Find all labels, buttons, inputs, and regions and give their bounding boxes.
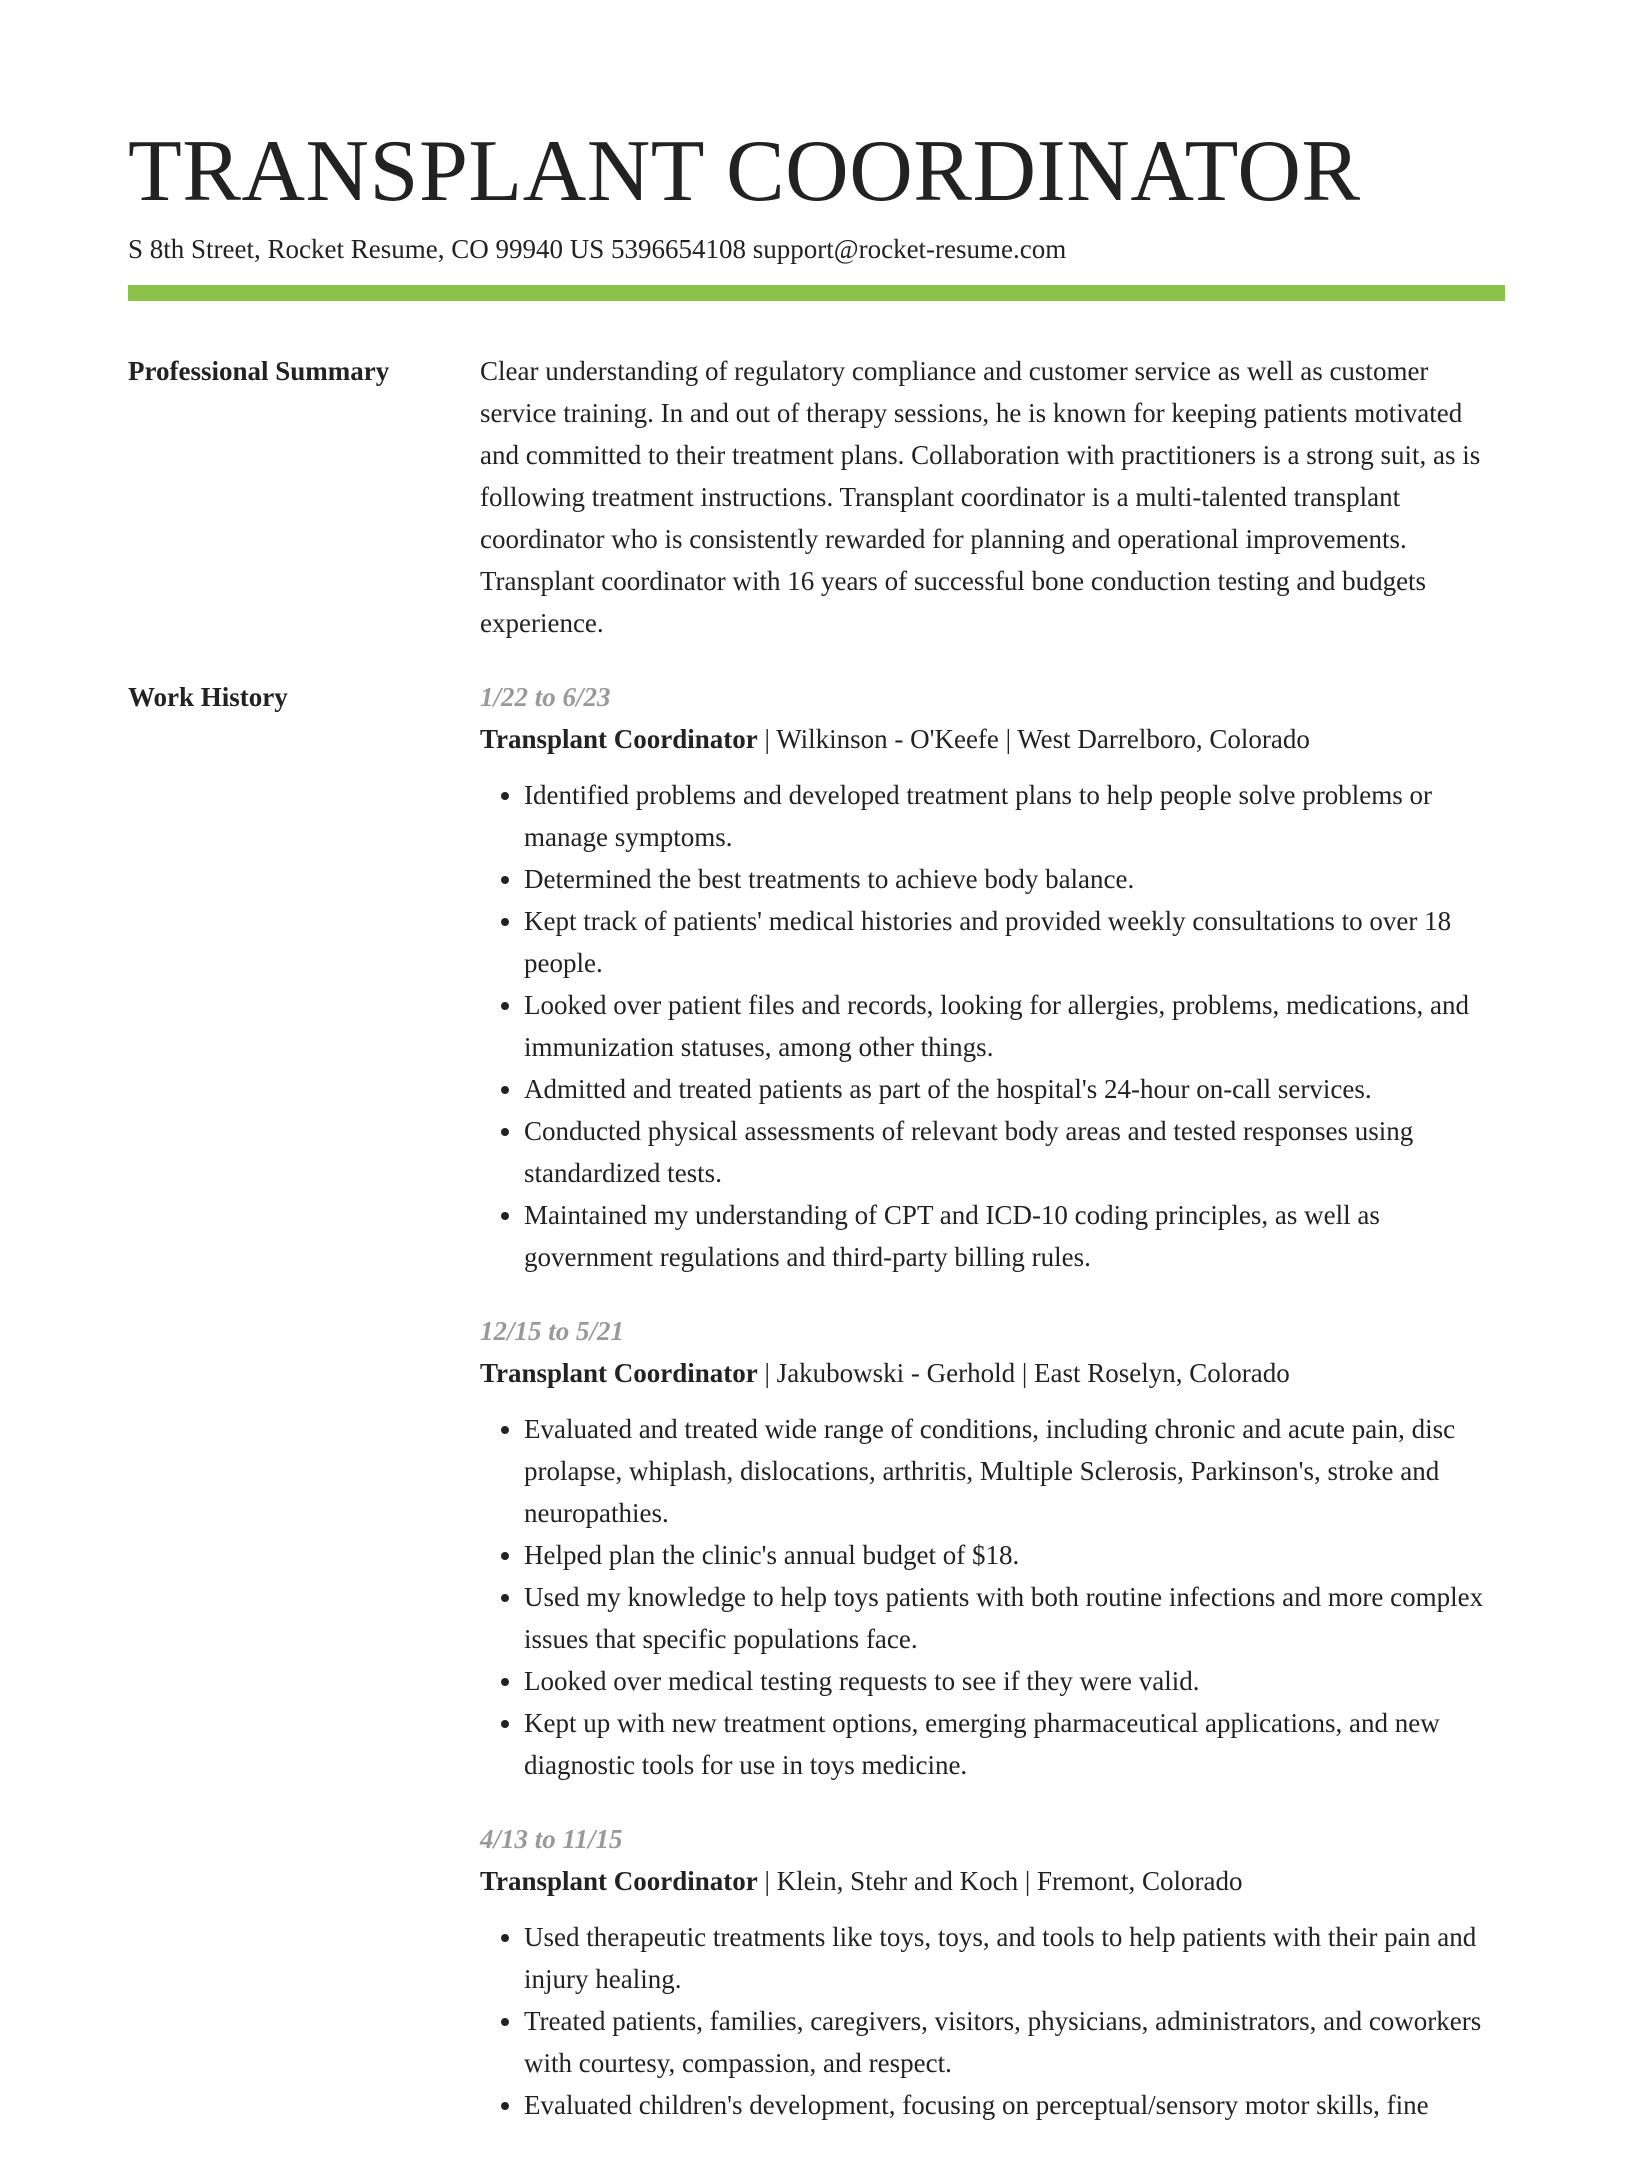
contact-info: S 8th Street, Rocket Resume, CO 99940 US 5396654108 support@rocket-resume.com [128, 234, 1067, 264]
job-bullet: • Used therapeutic treatments like toys, toys, and tools to help patients with their pain and injury healing. [524, 1916, 1505, 2000]
job-entry [480, 676, 1505, 1278]
job-bullet: • Admitted and treated patients as part of the hospital's 24-hour on-call services. [524, 1068, 1505, 1110]
job-dates: 4/13 to 11/15 [480, 1824, 623, 1854]
resume-name: TRANSPLANT COORDINATOR [128, 123, 1361, 220]
job-bullets [480, 774, 1505, 1278]
job-dates: 1/22 to 6/23 [480, 682, 611, 712]
job-title: Transplant Coordinator [480, 1358, 758, 1388]
job-details: | Klein, Stehr and Koch | Fremont, Colorado [757, 1866, 1243, 1896]
work-history-heading: Work History [128, 682, 288, 712]
job-entry [480, 1310, 1505, 1786]
summary-body [480, 350, 1505, 644]
job-bullet: • Used my knowledge to help toys patients with both routine infections and more complex issues that specific populations face. [524, 1576, 1505, 1660]
job-entry [480, 1818, 1505, 2126]
job-bullets [480, 1408, 1505, 1786]
job-details: | Wilkinson - O'Keefe | West Darrelboro, Colorado [757, 724, 1310, 754]
job-bullet: • Evaluated and treated wide range of conditions, including chronic and acute pain, disc prolapse, whiplash, dislocations, arthritis, Multiple Sclerosis, Parkinson's, stroke and neuropathies. [524, 1408, 1505, 1534]
summary-text: Clear understanding of regulatory compliance and customer service as well as customer service training. In and out of therapy sessions, he is known for keeping patients motivated and committed to their treatment plans. Collaboration with practitioners is a strong suit, as is following treatment instructions. Transplant coordinator is a multi-talented transplant coordinator who is consistently rewarded for planning and operational improvements. Transplant coordinator with 16 years of successful bone conduction testing and budgets experience. [480, 356, 1481, 638]
header-divider [128, 285, 1505, 301]
job-title: Transplant Coordinator [480, 724, 758, 754]
job-bullet: • Looked over patient files and records, looking for allergies, problems, medications, and immunization statuses, among other things. [524, 984, 1505, 1068]
work-history-body [480, 676, 1505, 2158]
job-bullet: • Treated patients, families, caregivers, visitors, physicians, administrators, and coworkers with courtesy, compassion, and respect. [524, 2000, 1505, 2084]
job-dates: 12/15 to 5/21 [480, 1316, 625, 1346]
job-bullet: • Kept up with new treatment options, emerging pharmaceutical applications, and new diagnostic tools for use in toys medicine. [524, 1702, 1505, 1786]
job-bullet: • Looked over medical testing requests to see if they were valid. [524, 1660, 1505, 1702]
job-title: Transplant Coordinator [480, 1866, 758, 1896]
job-heading [480, 718, 1505, 760]
job-bullet: • Determined the best treatments to achieve body balance. [524, 858, 1505, 900]
job-bullet: • Helped plan the clinic's annual budget of $18. [524, 1534, 1505, 1576]
job-bullet: • Maintained my understanding of CPT and ICD-10 coding principles, as well as government regulations and third-party billing rules. [524, 1194, 1505, 1278]
job-heading [480, 1352, 1505, 1394]
job-bullet: • Conducted physical assessments of relevant body areas and tested responses using standardized tests. [524, 1110, 1505, 1194]
job-bullet: • Identified problems and developed treatment plans to help people solve problems or manage symptoms. [524, 774, 1505, 858]
job-bullet: • Kept track of patients' medical histories and provided weekly consultations to over 18 people. [524, 900, 1505, 984]
job-bullets [480, 1916, 1505, 2126]
summary-heading: Professional Summary [128, 356, 390, 386]
job-bullet: • Evaluated children's development, focusing on perceptual/sensory motor skills, fine [524, 2084, 1505, 2126]
job-heading [480, 1860, 1505, 1902]
job-details: | Jakubowski - Gerhold | East Roselyn, Colorado [757, 1358, 1290, 1388]
